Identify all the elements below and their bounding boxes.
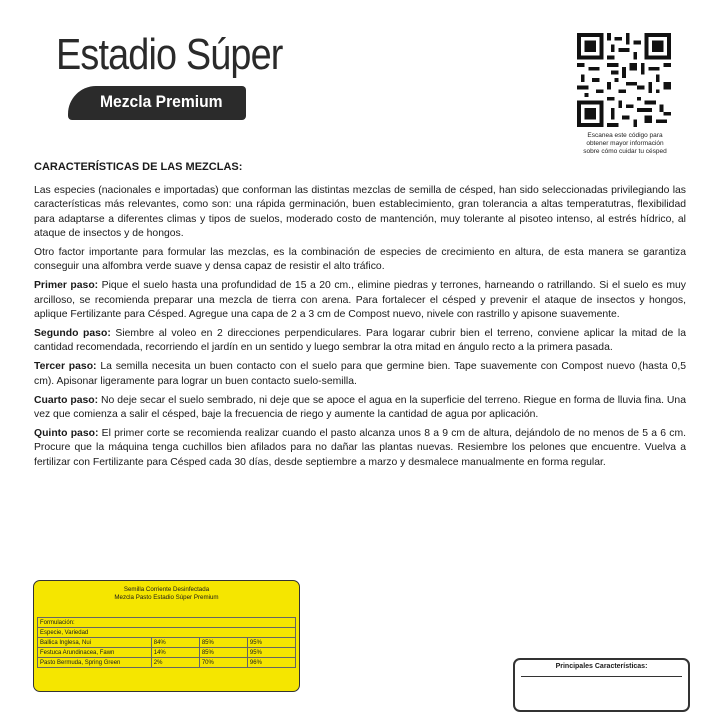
table-cell: 70%: [199, 658, 247, 668]
table-row: [38, 638, 296, 648]
table-row: [38, 658, 296, 668]
table-cell: Formulación:: [38, 618, 296, 628]
table-cell: 14%: [151, 648, 199, 658]
step-text: El primer corte se recomienda realizar cuando el pasto alcanza unos 8 a 9 cm de altura, dejándolo de no menos de 5 a 6 cm. Procure que la máquina tenga cuchillos bien afilados para no dañar las plantas nuevas. Resiembre los pelones que encuentre. Vuelva a fertilizar con Fertilizante para Césped cada 30 días, desde septiembre a marzo y desmalece manualmente en forma regular.: [34, 428, 686, 468]
table-row: [38, 648, 296, 658]
step-paragraph: [34, 279, 686, 322]
formula-table: [37, 617, 296, 668]
step-label: Segundo paso:: [34, 328, 111, 340]
divider: [521, 676, 682, 677]
formula-header-line: Semilla Corriente Desinfectada: [123, 586, 210, 593]
table-cell: 95%: [247, 638, 295, 648]
table-cell: Ballica Inglesa, Nui: [38, 638, 152, 648]
section-heading: CARACTERÍSTICAS DE LAS MEZCLAS:: [34, 161, 243, 173]
step-label: Cuarto paso:: [34, 394, 99, 406]
qr-caption: [565, 132, 685, 156]
step-paragraph: [34, 327, 686, 355]
table-cell: Festuca Arundinacea, Fawn: [38, 648, 152, 658]
features-box: [513, 658, 690, 712]
step-text: Siembre al voleo en 2 direcciones perpendiculares. Para logarar cubrir bien el terreno, conviene aplicar la mitad de la cantidad recomendada, recorriendo el jardín en un sentido y luego sembrar la otra mitad en ángulo recto a la primera pasada.: [34, 328, 687, 354]
table-cell: Especie, Variedad: [38, 628, 296, 638]
step-label: Tercer paso:: [34, 361, 97, 373]
table-cell: Pasto Bermuda, Spring Green: [38, 658, 152, 668]
step-label: Quinto paso:: [34, 428, 99, 440]
features-title: Principales Características:: [555, 663, 648, 670]
step-text: La semilla necesita un buen contacto con el suelo para que germine bien. Tape suavemente con Compost nuevo (hasta 0,5 cm). Apisonar ligeramente para lograr un buen contacto suelo-semilla.: [34, 361, 687, 387]
formula-header-line: Mezcla Pasto Estadio Súper Premium: [114, 594, 219, 601]
qr-code-icon[interactable]: [577, 33, 671, 127]
table-cell: 2%: [151, 658, 199, 668]
intro-paragraph: Las especies (nacionales e importadas) que conforman las distintas mezclas de semilla de césped, han sido seleccionadas privilegiando las características más relevantes, como son: una rápida germinación, buen establecimiento, gran tolerancia a altas temperatutras, flexibilidad para adaptarse a diferentes climas y tipos de suelos, moderado costo de mantención, muy tolerante al pisoteo intenso, al estrés hídrico, al ataque de insectos y de hongos.: [34, 185, 686, 239]
step-paragraph: [34, 360, 686, 388]
step-label: Primer paso:: [34, 280, 99, 292]
step-paragraph: [34, 427, 686, 470]
qr-caption-line: obtener mayor información: [586, 140, 664, 147]
product-subtitle: Mezcla Premium: [100, 92, 223, 111]
formula-table-card: [33, 580, 300, 692]
formula-header: [34, 586, 299, 602]
instructions-body: [34, 160, 686, 475]
table-cell: 96%: [247, 658, 295, 668]
table-cell: 85%: [199, 648, 247, 658]
product-title: Estadio Súper: [56, 30, 283, 79]
table-row: [38, 618, 296, 628]
table-cell: 84%: [151, 638, 199, 648]
step-text: Pique el suelo hasta una profundidad de 15 a 20 cm., elimine piedras y terrones, harneando o ratrillando. Si el suelo es muy arcilloso, se recomienda preparar una mezcla de tierra con arena. Para fortalecer el césped y prevenir el ataque de insectos y hongos, aplique Fertilizante para Césped. Agregue una capa de 2 a 3 cm de Compost nuevo, nivele con rastrillo y apisone suavemente.: [34, 280, 686, 320]
qr-caption-line: Escanea este código para: [587, 132, 663, 139]
step-paragraph: [34, 394, 686, 422]
qr-caption-line: sobre cómo cuidar tu césped: [583, 148, 667, 155]
table-row: [38, 628, 296, 638]
table-cell: 85%: [199, 638, 247, 648]
step-text: No deje secar el suelo sembrado, ni deje que se apoce el agua en la superficie del terreno. Riegue en forma de lluvia fina. Una vez que comienza a salir el césped, baje la frecuencia de riego y aumente la cantidad de agua por aplicación.: [34, 394, 686, 421]
table-cell: 95%: [247, 648, 295, 658]
intro-paragraph: Otro factor importante para formular las mezclas, es la combinación de especies de crecimiento en altura, de esta manera se garantiza conseguir una alfombra verde suave y densa capaz de resistir el alto tráfico.: [34, 247, 686, 273]
